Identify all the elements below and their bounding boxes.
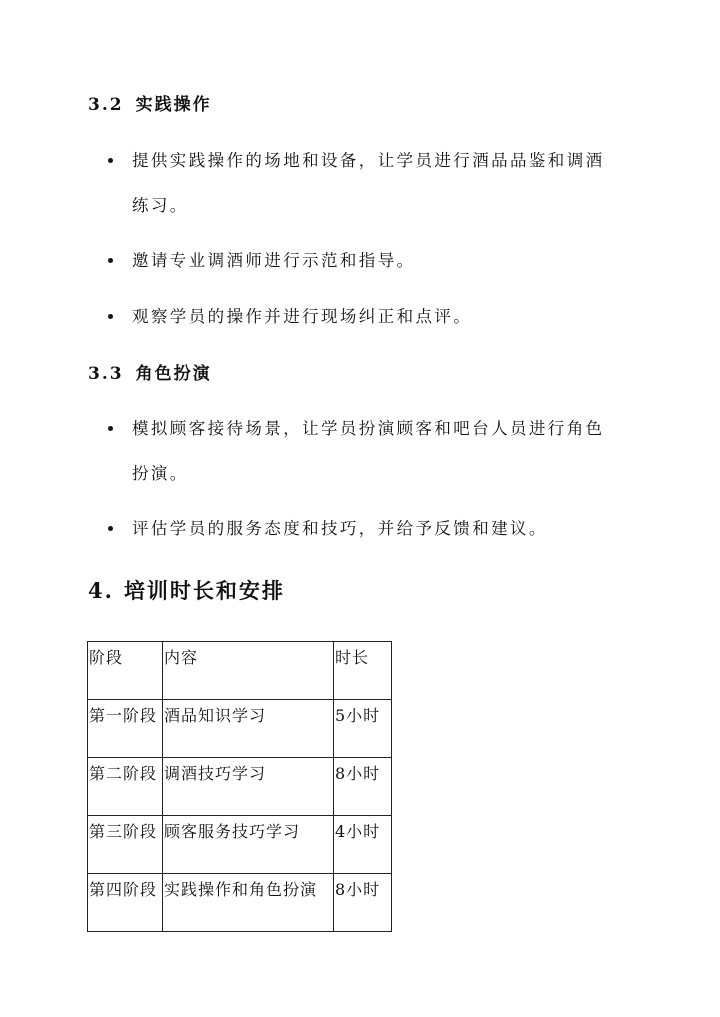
list-item-text: 邀请专业调酒师进行示范和指导。 (132, 251, 416, 270)
section-title: 培训时长和安排 (123, 578, 285, 603)
table-cell: 第一阶段 (88, 700, 163, 758)
list-item (108, 406, 628, 496)
bullet-dot-icon (108, 158, 113, 163)
table-cell: 8小时 (334, 874, 392, 932)
table-cell: 4小时 (334, 816, 392, 874)
section-heading-3-3 (88, 359, 212, 384)
table-cell: 8小时 (334, 758, 392, 816)
table-cell: 顾客服务技巧学习 (163, 816, 334, 874)
section-heading-4 (88, 575, 285, 605)
table-row (88, 874, 392, 932)
bullet-dot-icon (108, 526, 113, 531)
table-header-cell: 时长 (334, 642, 392, 700)
section-number: 4. (88, 578, 114, 603)
table-header-cell: 阶段 (88, 642, 163, 700)
list-item (108, 138, 628, 228)
table-row (88, 816, 392, 874)
table-cell: 酒品知识学习 (163, 700, 334, 758)
list-item-text: 提供实践操作的场地和设备，让学员进行酒品品鉴和调酒练习。 (132, 151, 605, 215)
bullet-dot-icon (108, 426, 113, 431)
list-item (108, 238, 628, 283)
bullet-dot-icon (108, 258, 113, 263)
table-cell: 第三阶段 (88, 816, 163, 874)
list-item (108, 294, 628, 339)
table-cell: 第二阶段 (88, 758, 163, 816)
schedule-table (87, 641, 392, 932)
list-item-text: 模拟顾客接待场景，让学员扮演顾客和吧台人员进行角色扮演。 (132, 419, 605, 483)
table-row (88, 758, 392, 816)
table-header-cell: 内容 (163, 642, 334, 700)
section-heading-3-2 (88, 90, 212, 115)
section-number: 3.3 (88, 364, 124, 384)
bullet-dot-icon (108, 314, 113, 319)
list-item-text: 观察学员的操作并进行现场纠正和点评。 (132, 307, 473, 326)
table-cell: 调酒技巧学习 (163, 758, 334, 816)
list-item (108, 506, 628, 551)
table-header-row (88, 642, 392, 700)
list-item-text: 评估学员的服务态度和技巧，并给予反馈和建议。 (132, 519, 548, 538)
table-cell: 5小时 (334, 700, 392, 758)
section-title: 角色扮演 (135, 364, 212, 384)
table-row (88, 700, 392, 758)
table-cell: 实践操作和角色扮演 (163, 874, 334, 932)
table-cell: 第四阶段 (88, 874, 163, 932)
section-number: 3.2 (88, 95, 124, 115)
section-title: 实践操作 (135, 95, 212, 115)
